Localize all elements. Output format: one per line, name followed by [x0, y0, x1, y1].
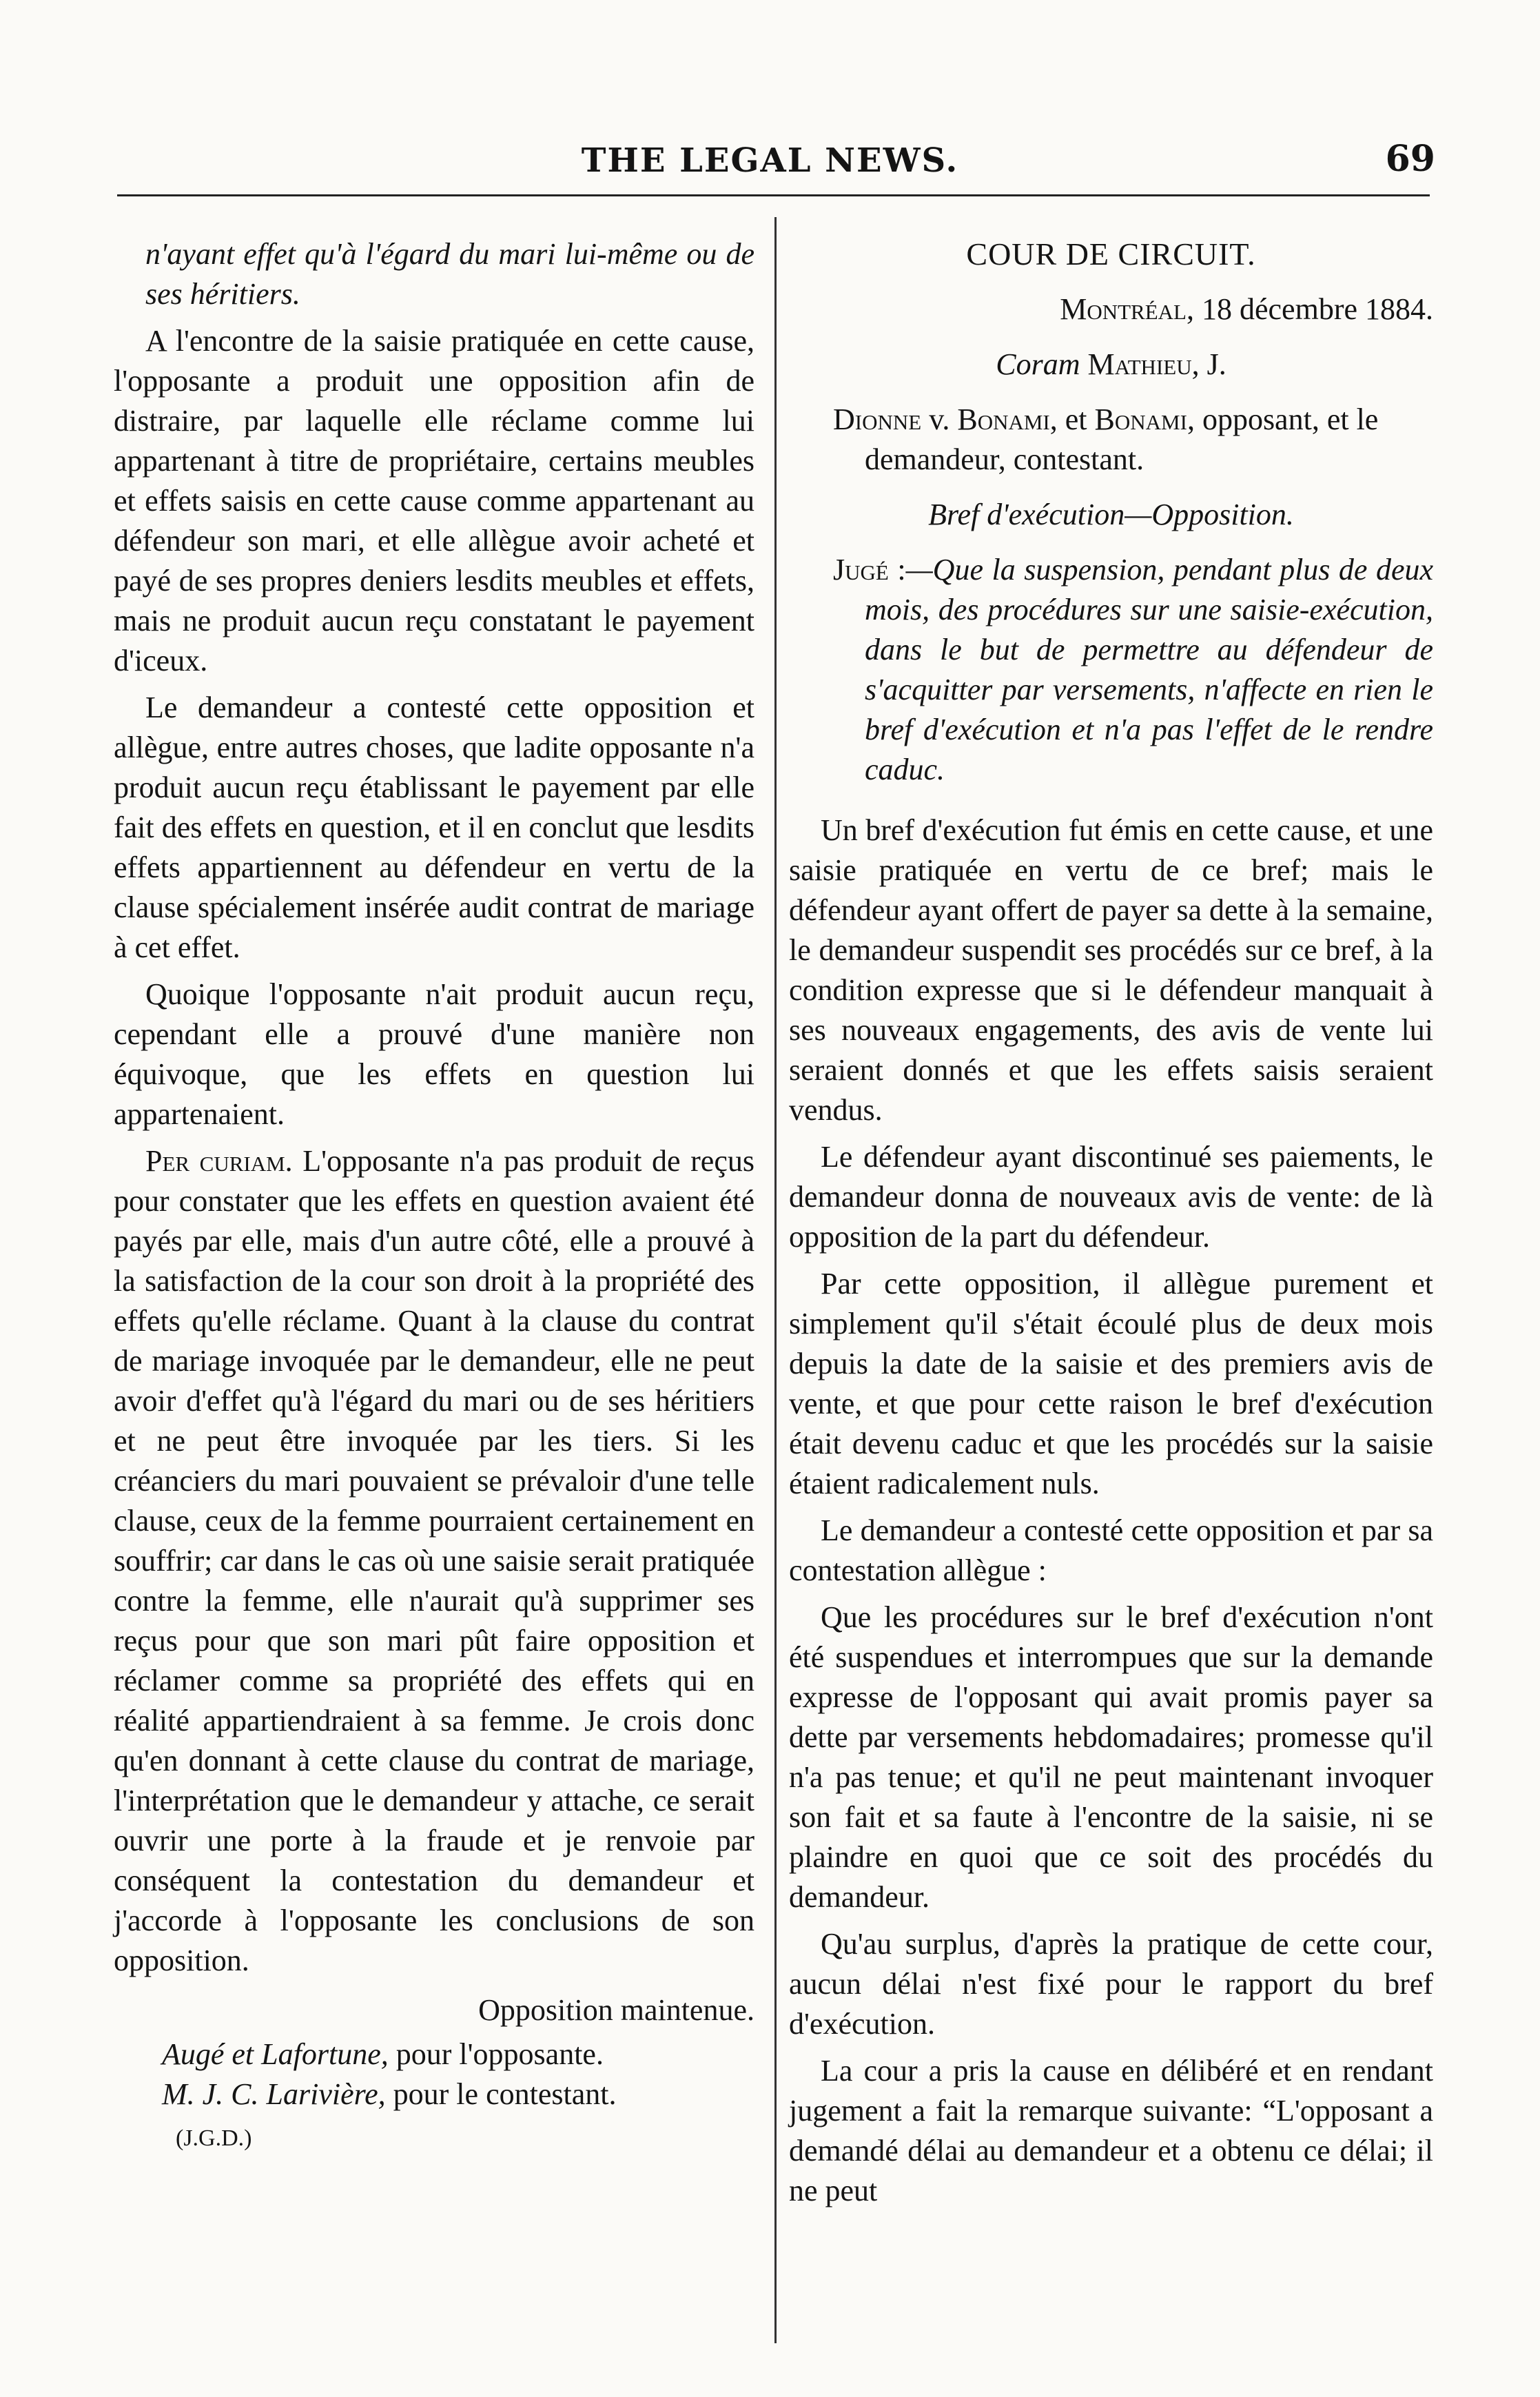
party-name: Dionne: [833, 402, 922, 436]
date: 18 décembre 1884.: [1194, 292, 1433, 326]
coram-line: [789, 345, 1433, 385]
coram-judge: Mathieu, J.: [1080, 347, 1226, 381]
paragraph: La cour a pris la cause en délibéré et en rendant jugement a fait la remarque suivante: “L'opposant a demandé délai au demandeur et a obtenu ce délai; il ne peut: [789, 2054, 1433, 2207]
running-head-title: THE LEGAL NEWS.: [581, 141, 959, 180]
counsel-role: pour l'opposante.: [388, 2037, 604, 2071]
headnote-label: Jugé :: [833, 553, 906, 586]
parties: [789, 400, 1433, 480]
case-subject: Bref d'exécution—Opposition.: [928, 498, 1294, 531]
headnote: [789, 550, 1433, 790]
right-column: [789, 234, 1433, 2218]
verdict: Opposition maintenue.: [478, 1993, 754, 2027]
court-title: COUR DE CIRCUIT.: [966, 236, 1256, 272]
left-column: [114, 234, 754, 2165]
paragraph: Par cette opposition, il allègue purement et simplement qu'il s'était écoulé plus de deux mois depuis la date de la saisie et des premiers avis de vente, et que pour cette raison le bref d'exécution était devenu caduc et que les procédés sur la saisie étaient radicalement nuls.: [789, 1267, 1433, 1500]
party-sep: , et: [1049, 402, 1095, 436]
column-divider: [774, 217, 777, 2343]
paragraph: Le demandeur a contesté cette opposition et allègue, entre autres choses, que ladite opposante n'a produit aucun reçu établissant le payement par elle fait des effets en question, et il en conclut que lesdits effets appartiennent au défendeur en vertu de la clause spécialement insérée audit contrat de mariage à cet effet.: [114, 691, 754, 964]
paragraph: Que les procédures sur le bref d'exécution n'ont été suspendues et interrompues que sur la demande expresse de l'opposant qui avait promis payer sa dette par versements hebdomadaires; promesse qu'il n'a pas tenue; et qu'il ne peut maintenant invoquer son fait et sa faute à l'encontre de la saisie, ni se plaindre en quoi que ce soit des procédés du demandeur.: [789, 1600, 1433, 1914]
paragraph: Un bref d'exécution fut émis en cette cause, et une saisie pratiquée en vertu de ce bref; mais le défendeur ayant offert de payer sa dette à la semaine, le demandeur suspendit ses procédés sur ce bref, à la condition expresse que si le défendeur manquait à ses nouveaux engagements, des avis de vente lui seraient donnés et que les effets saisis seraient vendus.: [789, 813, 1433, 1127]
paragraph: Quoique l'opposante n'ait produit aucun reçu, cependant elle a prouvé d'une manière non équivoque, que les effets en question lui appartenaient.: [114, 977, 754, 1131]
headnote-text: —Que la suspension, pendant plus de deux mois, des procédures sur une saisie-exécution, dans le but de permettre au défendeur de s'acquitter par versements, n'affecte en rien le bref d'exécution et n'a pas l'effet de le rendre caduc.: [865, 553, 1434, 786]
party-name: Bonami: [957, 402, 1050, 436]
counsel-role: pour le contestant.: [385, 2077, 617, 2111]
date-line: [789, 289, 1433, 329]
paragraph: Qu'au surplus, d'après la pratique de cette cour, aucun délai n'est fixé pour le rapport du bref d'exécution.: [789, 1927, 1433, 2041]
page-number: 69: [1385, 138, 1435, 180]
header-rule: [117, 194, 1430, 196]
coram-label: Coram: [996, 347, 1080, 381]
date-place: Montréal,: [1060, 292, 1194, 326]
per-curiam-paragraph: [114, 1141, 754, 1981]
party-sep: v.: [921, 402, 958, 436]
counsel-name: M. J. C. Larivière,: [162, 2077, 386, 2111]
counsel-line: [114, 2034, 754, 2074]
per-curiam-label: Per curiam.: [145, 1144, 293, 1178]
reporter-initials: (J.G.D.): [176, 2125, 252, 2151]
counsel-name: Augé et Lafortune,: [162, 2037, 389, 2071]
paragraph: Le défendeur ayant discontinué ses paiements, le demandeur donna de nouveaux avis de vente: de là opposition de la part du défendeur.: [789, 1140, 1433, 1254]
per-curiam-text: L'opposante n'a pas produit de reçus pour constater que les effets en question avaient été payés par elle, mais d'un autre côté, elle a prouvé à la satisfaction de la cour son droit à la propriété des effets qu'elle réclame. Quant à la clause du contrat de mariage invoquée par le demandeur, elle ne peut avoir d'effet qu'à l'égard du mari ou de ses héritiers et ne peut être invoquée par les tiers. Si les créanciers du mari pouvaient se prévaloir d'une telle clause, ceux de la femme pourraient certainement en souffrir; car dans le cas où une saisie serait pratiquée contre la femme, elle n'aurait qu'à supprimer ses reçus pour que son mari pût faire opposition et réclamer comme sa propriété des effets qui en réalité appartiendraient à sa femme. Je crois donc qu'en donnant à cette clause du contrat de mariage, l'interprétation que le demandeur y attache, ce serait ouvrir une porte à la fraude et je renvoie par conséquent la contestation du demandeur et j'accorde à l'opposante les conclusions de son opposition.: [114, 1144, 754, 1977]
continuation-text: n'ayant effet qu'à l'égard du mari lui-même ou de ses héritiers.: [145, 237, 754, 311]
party-roles: , opposant, et le demandeur, contestant.: [865, 402, 1379, 476]
party-name: Bonami: [1094, 402, 1187, 436]
paragraph: A l'encontre de la saisie pratiquée en cette cause, l'opposante a produit une opposition afin de distraire, par laquelle elle réclame comme lui appartenant à titre de propriétaire, certains meubles et effets saisis en cette cause comme appartenant au défendeur son mari, et elle allègue avoir acheté et payé de ses propres deniers lesdits meubles et effets, mais ne produit aucun reçu constatant le payement d'iceux.: [114, 324, 754, 677]
counsel-line: [114, 2074, 754, 2114]
paragraph: Le demandeur a contesté cette opposition et par sa contestation allègue :: [789, 1513, 1433, 1587]
